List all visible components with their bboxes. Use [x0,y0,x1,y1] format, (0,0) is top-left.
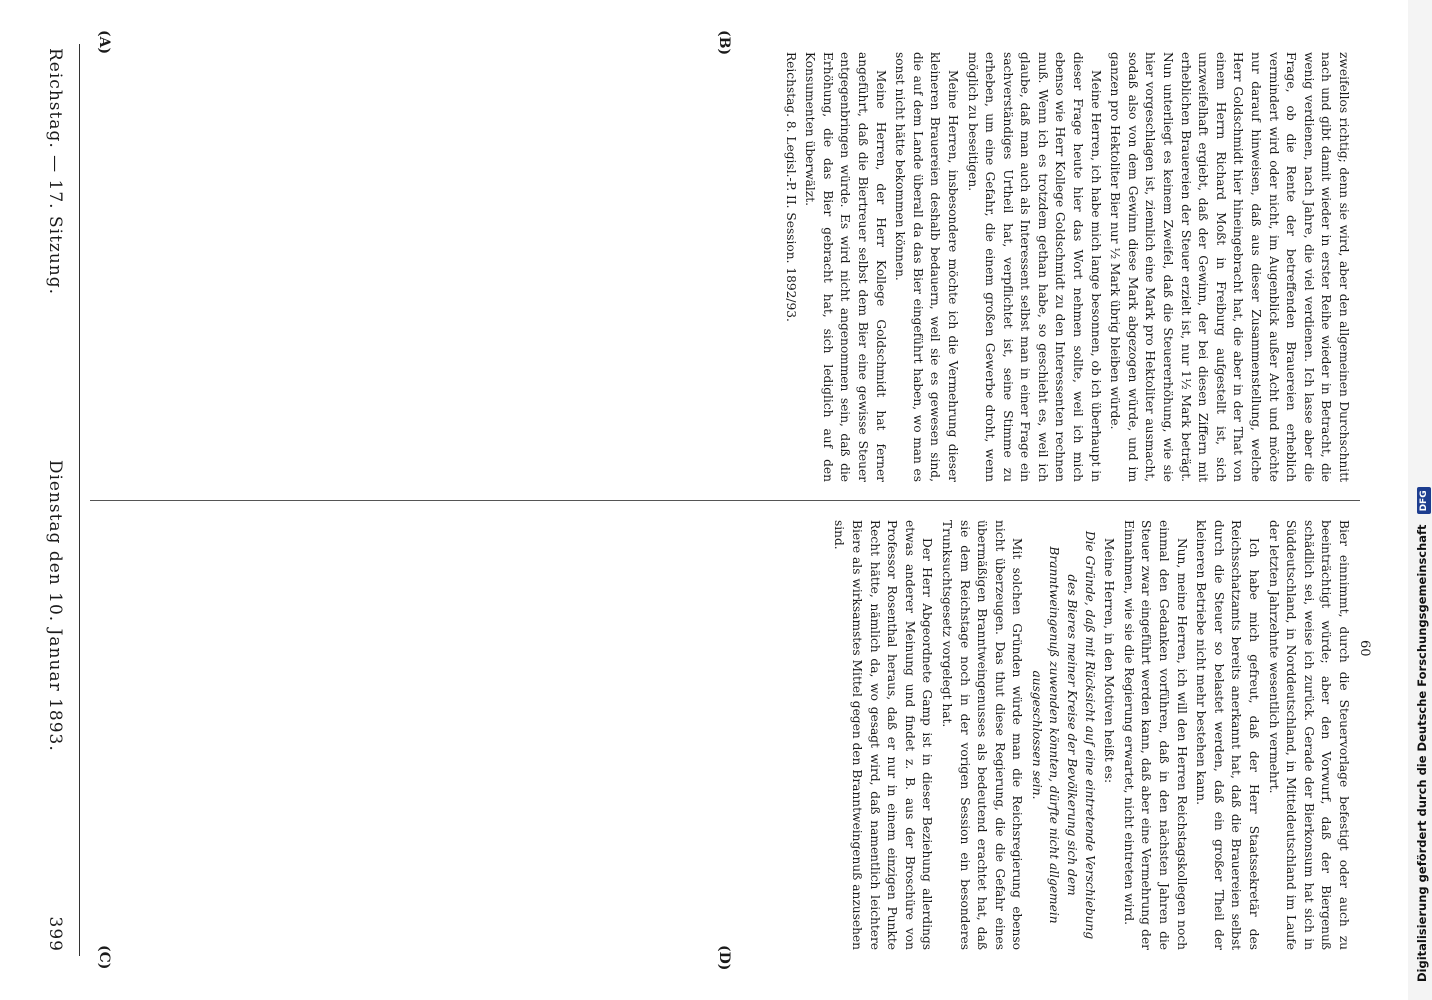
sidebar-credit [1410,0,1432,1000]
right-paragraph-2: Ich habe mich gefreut, daß der Herr Staatssekretär des Reichsschatzamts bereits anerkannt hat, daß die Brauereien selbst durch die Steuer so belastet werden, daß ein großer Theil der kleineren Betriebe nicht mehr bestehen kann. [1194,520,1262,950]
dfg-logo-icon: DFG [1417,487,1431,514]
digitization-sidebar [1408,0,1432,1000]
marker-d: (D) [716,945,732,971]
right-paragraph-1: Bier einnimmt, durch die Steuervorlage befestigt oder auch zu beeinträchtigt würde; aber den Vorwurf, daß der Biergenuß schädlich sei, weise ich zurück. Gerade der Bierkonsum hat sich in Süddeutschland, in Norddeutschland, in Mitteldeutschland im Laufe der letzten Jahrzehnte wesentlich vermehrt. [1266,520,1351,950]
column-divider [90,500,1360,501]
page-number: 399 [45,916,65,952]
left-paragraph-4: Meine Herren, der Herr Kollege Goldschmidt hat ferner angeführt, daß die Biertreuer selbst dem Bier eine gewisse Steuer entgegenbringen würde. Es wird nicht angenommen sein, daß die Erhöhung, die das Bier gebracht hat, sich lediglich auf den Konsumenten überwälzt. [803,52,888,482]
left-paragraph-2: Meine Herren, ich habe mich lange besonnen, ob ich überhaupt in dieser Frage heute hier das Wort nehmen sollte, weil ich mich ebenso wie Herr Kollege Goldschmidt zu den Interessenten rechnen muß. Wenn ich es trotzdem gethan habe, so geschieht es, weil ich glaube, daß man auch als Interessent selbst man in einer Frage ein sachverständiges Urtheil hat, verpflichtet ist, seine Stimme zu erheben, um eine Gefahr, die einem großen Gewerbe droht, wenn möglich zu beseitigen. [965,52,1103,482]
left-footer: Reichstag. 8. Legisl.-P. II. Session. 1892/93. [783,52,798,322]
right-paragraph-5: Mit solchen Gründen würde man die Reichsregierung ebenso nicht überzeugen. Das thut diese Regierung, die die Gefahr eines übermäßigen Branntweingenusses als bedeutend erachtet hat, daß sie dem Reichstage noch in der vorigen Session ein besonderes Trunksuchtsgesetz vorgelegt hat. [939,520,1025,950]
marker-c: (C) [96,945,112,970]
header-right: Dienstag den 10. Januar 1893. [45,459,65,752]
right-paragraph-6: Der Herr Abgeordnete Gamp ist in dieser Beziehung allerdings etwas anderer Meinung und findet z. B. aus der Broschüre von Professor Rosenthal heraus, daß er nur in einem einzigen Punkte Recht hätte, nämlich da, wo gesagt wird, daß namentlich leichtere Biere als wirksamstes Mittel gegen den Branntweingenuß anzusehen sind. [832,520,935,950]
right-paragraph-4: Meine Herren, in den Motiven heißt es: [1102,538,1117,784]
sidebar-credit-text: Digitalisierung gefördert durch die Deutsche Forschungsgemeinschaft [1415,524,1429,982]
left-paragraph-3: Meine Herren, insbesondere möchte ich die Vermehrung dieser kleineren Brauereien deshalb bedauern, weil sie es gewesen sind, die auf dem Lande überall da das Bier eingeführt haben, wo man es sonst nicht hätte bekommen können. [893,52,960,482]
header-rule [79,44,80,956]
sheet-number: 60 [1357,640,1372,657]
left-column [90,52,1352,482]
marker-b: (B) [716,30,732,56]
right-column [90,520,1352,950]
left-paragraph-1: zweifellos richtig; denn sie wird, aber den allgemeinen Durchschnitt nach und gibt damit wieder in erster Reihe wieder in Betracht, die wenig verdienen, nach Jahre, die viel verdienen. Ich lasse aber die Frage, ob die Rente der betreffenden Brauereien erheblich vermindert wird oder nicht, im Augenblick außer Acht und möchte nur darauf hinweisen, daß aus dieser Zusammenstellung, welche Herr Goldschmidt hier hineingebracht hat, die aber in der That von einem Herrn Richard Moßt in Freiburg aufgestellt ist, sich unzweifelhaft ergiebt, daß der Gewinn, der bei diesen Ziffern mit erheblichen Brauereien der Steuer erzielt ist, nur 1½ Mark beträgt. Nun unterliegt es keinem Zweifel, daß die Steuererhöhung, wie sie hier vorgeschlagen ist, ziemlich eine Mark pro Hektoliter ausmacht, sodaß also von dem Gewinn diese Mark abgezogen würde, und im ganzen pro Hektoliter Bier nur ½ Mark übrig bleiben würde. [1108,52,1351,482]
right-paragraph-3: Nun, meine Herren, ich will den Herren Reichstagskollegen noch einmal den Gedanken vorführen, daß in den nächsten Jahren die Steuer zwar eingeführt werden kann, daß aber eine Vermehrung der Einnahmen, wie sie die Regierung erwartet, nicht eintreten wird. [1121,520,1189,950]
right-quote: Die Gründe, daß mit Rücksicht auf eine eintretende Verschiebung des Bieres meiner Kreise der Bevölkerung sich dem Branntweingenuß zuwenden könnten, dürfte nicht allgemein ausgeschlossen sein. [1029,530,1097,940]
marker-a: (A) [96,30,112,55]
page-header [40,48,70,952]
header-left: Reichstag. — 17. Sitzung. [45,48,65,296]
